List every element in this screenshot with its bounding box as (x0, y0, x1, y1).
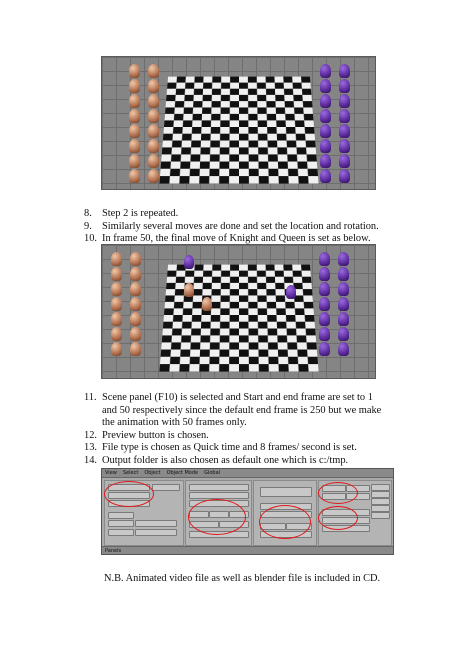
black-piece-moved (184, 255, 194, 269)
chess-board (159, 77, 318, 184)
annotation-circle-format (318, 482, 358, 504)
white-knight-moved (184, 283, 194, 297)
white-queen-moved (202, 297, 212, 311)
step-item: 10. In frame 50, the final move of Knight and Queen is set as below. (84, 233, 371, 245)
annotation-circle-fps (318, 506, 358, 530)
steps-list-2 (84, 392, 384, 468)
annotation-circle-anim (259, 505, 311, 539)
chess-render-screenshot-1 (101, 56, 376, 190)
white-pieces (126, 63, 161, 185)
white-pieces (108, 251, 143, 374)
chess-render-screenshot-2 (101, 244, 376, 379)
black-pieces (317, 63, 352, 185)
blender-header-bar: View Select Object Object Mode Global (102, 469, 393, 478)
step-item: 13. File type is chosen as Quick time and 8 frames/ second is set. (84, 442, 357, 454)
black-piece-moved (286, 285, 296, 299)
annotation-circle-render (188, 499, 246, 535)
annotation-circle-output (104, 481, 154, 507)
step-item: 14. Output folder is also chosen as default one which is c:/tmp. (84, 454, 349, 466)
blender-render-panel-screenshot (101, 468, 394, 555)
step-item: 9. Similarly several moves are done and set the location and rotation. (84, 220, 379, 232)
chess-board (159, 265, 318, 372)
footnote: N.B. Animated video file as well as blender file is included in CD. (104, 573, 381, 584)
step-item: 11. Scene panel (F10) is selected and Start and end frame are set to 1 and 50 respectively since the default end frame is 250 but we make the animation with 50 frames only. (84, 392, 382, 429)
step-item: 12. Preview button is chosen. (84, 429, 209, 441)
blender-footer-bar: Panels (102, 546, 393, 554)
steps-list-1 (84, 208, 414, 246)
step-item: 8. Step 2 is repeated. (84, 208, 179, 219)
black-pieces (316, 251, 351, 374)
